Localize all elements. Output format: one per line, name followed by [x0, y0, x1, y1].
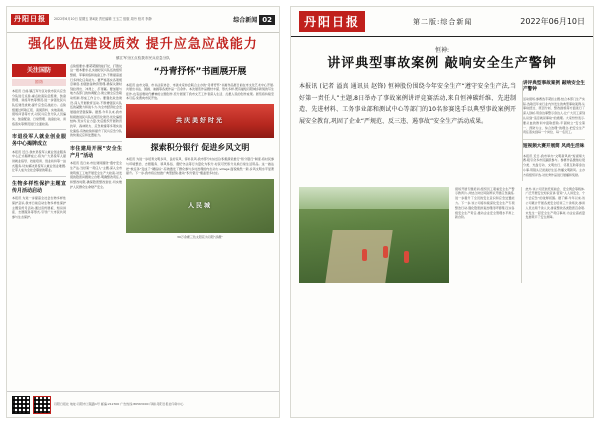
- photo-caption: 30万余棵三色太阳花为丹阳“添靓”: [177, 235, 223, 240]
- left-main-headline: 强化队伍建设质效 提升应急应战能力: [28, 37, 258, 52]
- left-c3-body-2: 本报讯 为进一步培育文明乡风、良好家风、淳朴民风,我市部分村(社区)积极探索推行“积分银行”制度,将村民参与环境整治、志愿服务、移风易俗、遵纪守法等行为量化为积分,村民可凭积分兑换日常生活用品。这一做法把“软任务”变成了“硬指标”,有效激发了群众参与乡村治理的内生动力,village 面貌焕然一新,乡风文明水平显著提升。下一步,我市将总结推广典型经验,推动“积分银行”覆盖更多村庄。: [126, 157, 274, 176]
- right-sidebar-body: 活动现场,参赛选手紧扣主题,结合本部门生产实际,选取近年来行业内外发生的典型事故案例,从事故经过、原因分析、整改措施等方面进行了深入剖析,用身边事警示身边人,让广大员工深刻认识到“违章就是事故”的道理。大家纷纷表示,要从血的教训中汲取经验,牢固树立“安全第一、预防为主、综合治理”的理念,把安全生产责任落实到每一个岗位、每一名员工。: [523, 96, 585, 135]
- left-masthead-meta: 2022年6月10日 星期五 第4版 责任编辑 王玉兰 组版 周丹 校对 李静: [54, 17, 152, 22]
- field-work-photo: [299, 187, 449, 283]
- left-c3-headline-2: 探索积分银行 促进乡风文明: [150, 143, 250, 153]
- left-c1-subbody-2: 本报讯 为进一步提高全社会生物多样性保护意识,我市日前启动生物多样性保护主题宣传月活动,通过宣传展板、知识讲座、志愿服务等形式,引导广大市民共同参与生态保护。: [12, 196, 66, 219]
- photo-figure-3: [404, 251, 409, 263]
- right-masthead: [291, 7, 593, 37]
- poster-overlay-text: 共庆美好时光: [175, 117, 225, 125]
- qr-code-icon: [12, 396, 30, 414]
- left-column-3: [126, 64, 274, 416]
- defense-badge-sub: 国 防: [12, 79, 66, 86]
- right-sidebar-body-2: 本报讯 近日,我市举办“文明新风尚”短视频大赛,吸引众多市民踊跃参与。参赛作品聚焦垃圾分类、光盘行动、文明出行、邻里互助等身边小事,用镜头记录美好生活,传播文明新风。主办方将组织评选,对优秀作品进行展播和奖励。: [523, 153, 585, 177]
- divider: [70, 141, 122, 142]
- right-page-label: 第二版:综合新闻: [412, 17, 473, 26]
- newspaper-page-left: [6, 6, 280, 418]
- left-c3-headline: “丹青抒怀”书画展开展: [153, 66, 247, 77]
- left-masthead: [7, 7, 279, 33]
- left-c1-subhead-2: 生物多样性保护主题宣传月活动启动: [12, 180, 66, 194]
- left-c2-subbody: 本报讯 连日来,市住建局围绕“遵守安全生产法,当好第一责任人”主题,深入全市建筑施工工地开展安全生产大检查,对发现的隐患问题建立台账,明确整改责任人和整改时限,确保隐患整改到位,切实维护人民群众生命财产安全。: [70, 161, 122, 189]
- right-masthead-brand: 丹阳日报: [299, 11, 365, 32]
- photo-figure-2: [383, 246, 388, 258]
- defense-badge: 关注国防: [12, 64, 66, 77]
- flower-field-photo: [126, 179, 274, 233]
- newspaper-page-right: [290, 6, 594, 418]
- left-c2-body: 点验组要求,要紧紧围绕能打仗、打胜仗这一根本要求,扎实做好民兵队伍的组织整顿、军事训练和战备工作,不断提高遂行多样化任务能力。要严格落实各项规章制度,加强装备物资管理,确保关键时刻拉得出、冲得上、打得赢。要加强与地方各部门的协调配合,建立健全应急联动机制,形成工作合力。要强化政治建设,深入开展教育活动,不断增强民兵队伍的凝聚力和战斗力,为全市经济社会发展提供坚强保障。据悉,今年以来,我市积极推进民兵队伍规范化建设,优化编组结构,充实专业力量,先后组织开展防汛抗旱、森林防火、应急救援等多项实战化演练,有效检验和提升了民兵应急分队的快速反应和处置能力。: [70, 63, 122, 138]
- left-column-1: [12, 64, 66, 416]
- left-c1-body: 本报讯 日前,镇江军分区对我市民兵应急分队进行点验,重点检查队伍组建、装备管理、训练考核等情况,进一步强化民兵队伍建设质效,提升应急应战能力。点验组通过听取汇报、查阅资料、实地查看、现场问答等方式,对民兵应急分队人员编实、装备配备、日常管理、战备拉动、训练落实等情况进行全面检查。: [12, 89, 66, 126]
- right-sidebar-headline: 讲评典型事故案例 敲响安全生产警钟: [523, 80, 585, 93]
- qr-code-secondary-icon: [33, 396, 51, 414]
- right-lower-block: [291, 181, 593, 283]
- left-headline-block: [7, 33, 279, 55]
- divider: [12, 176, 66, 177]
- right-kicker: 恒神:: [434, 47, 450, 54]
- photo-figure-1: [362, 249, 367, 261]
- left-c3-body: 本报讯 由市文联、市书法家协会、市美术家协会联合主办的“丹青抒怀”书画作品展日前在市文化艺术中心开展,共展出书法、国画、油画等各类作品一百余件。本次展览作品题材丰富、形式多样,既有描绘丹阳城乡新貌的写生佳作,也有讴歌时代精神的主题创作,充分展现了我市文艺工作者深入生活、扎根人民的创作成果。展览将持续至本月底,免费向市民开放。: [126, 82, 274, 101]
- right-lower-right-text: 此外,该公司还依托班前会、安全例会等载体,广泛开展安全知识宣讲,营造“人人讲安全、个个会应急”的浓厚氛围。据了解,今年以来,该公司累计开展各类安全培训三十余场次,参训人员达两千余人次,排查整改各类隐患百余项,未发生一起安全生产责任事故,为企业高质量发展筑牢了安全屏障。: [521, 187, 586, 283]
- left-masthead-page-number: 02: [259, 15, 275, 25]
- left-masthead-logo: 丹阳日报: [11, 14, 49, 26]
- left-column-2: [70, 64, 122, 416]
- left-c1-subhead-1: 市退役军人就业创业服务中心揭牌成立: [12, 134, 66, 147]
- divider: [523, 139, 585, 140]
- left-c1-subbody-1: 本报讯 近日,我市退役军人就业创业服务中心正式揭牌成立,将为广大退役军人提供就业指导、技能培训、创业扶持等一站式服务,切实解决退役军人就业创业难题,让军人成为全社会尊崇的职业。: [12, 149, 66, 173]
- left-footer: [7, 391, 279, 417]
- right-publication-date: 2022年06月10日: [520, 17, 585, 26]
- photo-overlay-text: 人民城: [187, 202, 213, 210]
- right-lead-paragraph: 本报讯 (记者 溢真 通讯员 赵锋) 恒神股份围绕今年安全生产“遵守安全生产法,当好第一责任人”主题,8日举办了事故案例讲评竞赛活动,来自恒神碳纤维、先进制造、先进材料、工务事业部和测试中心等部门的10名参赛选手以典型事故案例开展安全教育,巩固了企业“严规范、反三违、遏事故”安全生产活动成果。: [299, 82, 516, 125]
- left-footer-text: 丹阳日报社 地址:丹阳市兰陵路1号 邮编:212300 广告热线:86563000 印刷:丹阳日报社印务中心: [54, 402, 184, 407]
- left-columns: [7, 64, 279, 416]
- left-masthead-section: 综合新闻: [233, 17, 258, 24]
- right-sidebar-column: [522, 81, 585, 181]
- photo-sky-region: [299, 187, 449, 209]
- exhibition-poster-photo: [126, 104, 274, 138]
- left-c2-subhead: 市住建局开展“安全生产月”活动: [70, 145, 122, 159]
- right-sidebar-headline-2: 短视频大赛开展简 风尚生活味: [523, 144, 585, 150]
- divider: [12, 129, 66, 130]
- right-lower-left-text: 现场开展专题培训,组织员工观看安全生产警示教育片,并结合岗位风险辨识开展应急演练,进一步提升了全员的安全意识和应急处置能力。下一步,该公司将持续深化安全生产专项整治行动,强化隐患排查治理闭环管理,压实各级安全生产责任,推动企业安全管理水平再上新台阶。: [455, 186, 515, 220]
- left-subheadline: 镇江军分区点验我市民兵应急分队: [116, 55, 170, 60]
- right-main-headline: 讲评典型事故案例 敲响安全生产警钟: [327, 56, 557, 71]
- right-body: [291, 81, 593, 181]
